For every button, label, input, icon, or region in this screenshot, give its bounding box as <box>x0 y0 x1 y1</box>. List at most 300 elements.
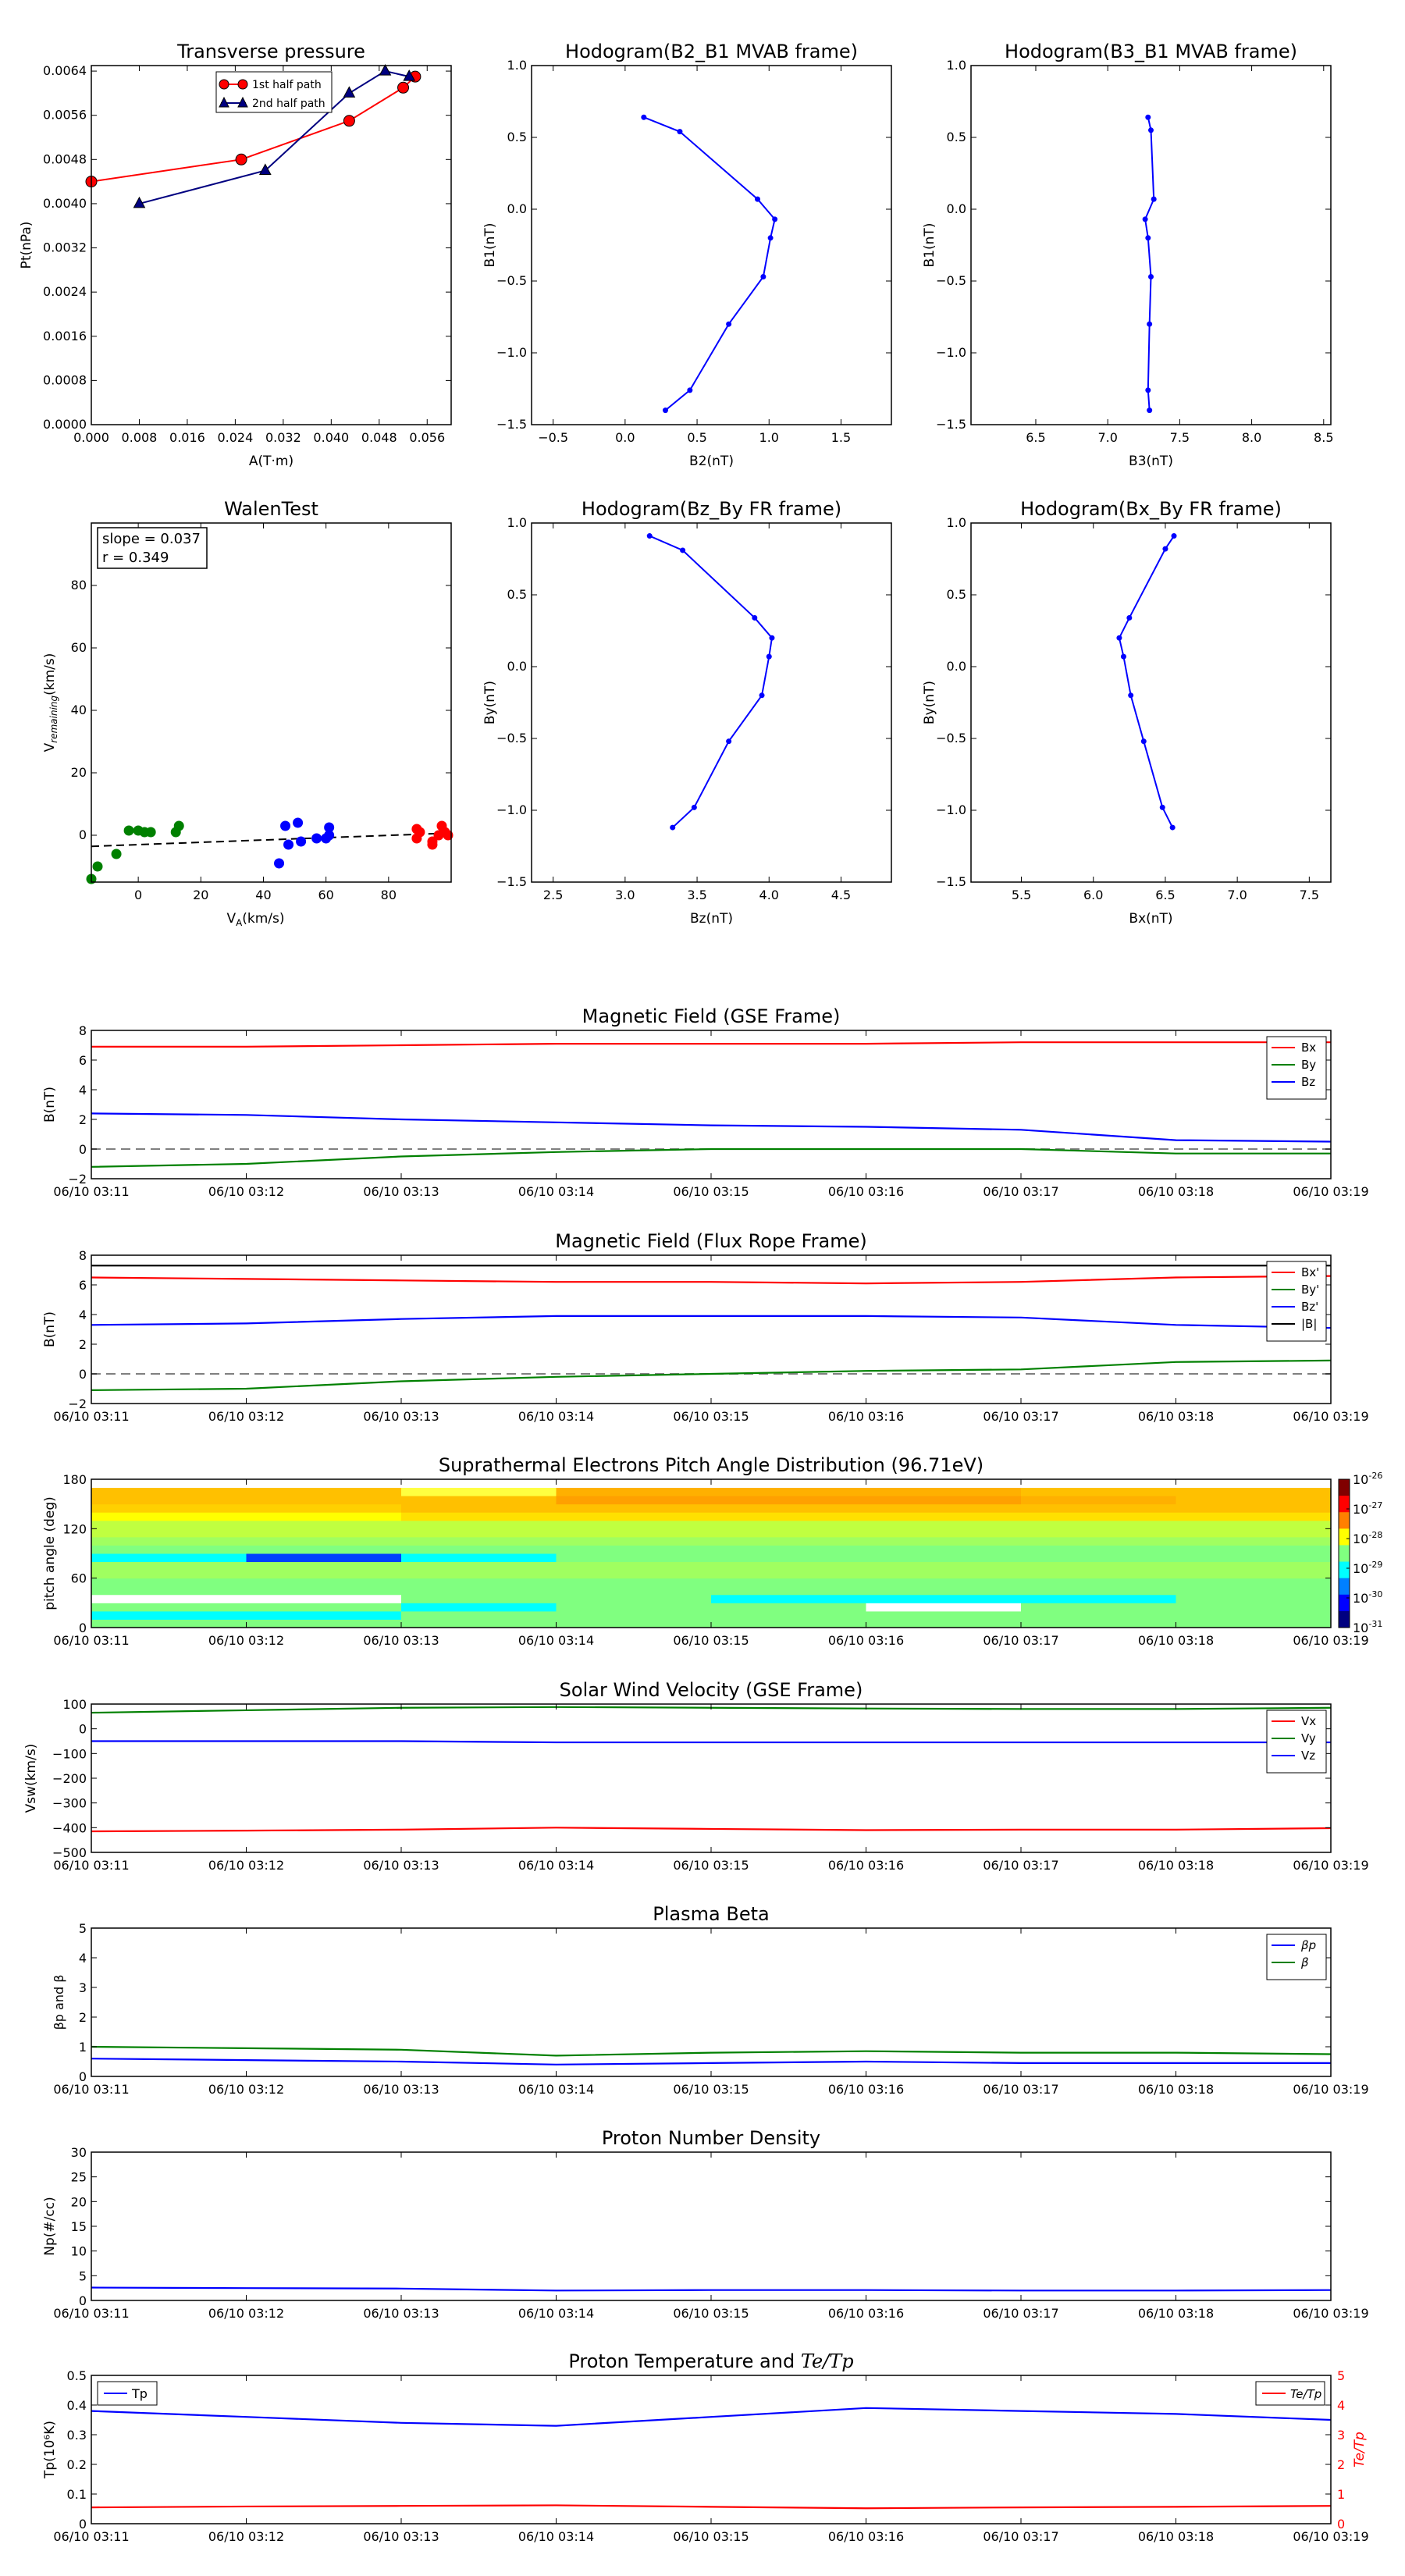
y-tick-label: 80 <box>70 578 87 592</box>
heatmap-cell <box>866 1512 1022 1521</box>
heatmap-cell <box>401 1521 557 1529</box>
legend-label: |B| <box>1301 1317 1318 1331</box>
legend-label: Vx <box>1301 1714 1317 1728</box>
x-tick-label: 80 <box>380 888 397 902</box>
panel-pad <box>42 1454 1382 1648</box>
y-axis-label: By(nT) <box>482 680 498 725</box>
x-tick-label: 06/10 03:11 <box>53 1409 130 1424</box>
y-axis-label: Tp(10⁶K) <box>42 2420 58 2479</box>
heatmap-cell <box>401 1488 557 1496</box>
heatmap-cell <box>1021 1595 1176 1603</box>
y-tick-label: 0.0 <box>507 201 527 216</box>
x-tick-label: 2.5 <box>542 888 564 902</box>
heatmap-cell <box>1021 1512 1176 1521</box>
x-tick-label: 0 <box>134 888 143 902</box>
heatmap-cell <box>401 1479 557 1488</box>
x-axis-label: B3(nT) <box>1129 454 1173 469</box>
legend-label: By <box>1301 1058 1317 1072</box>
colorbar-segment <box>1339 1611 1350 1628</box>
x-tick-label: 06/10 03:14 <box>518 2082 595 2097</box>
y-tick-label: −500 <box>52 1845 87 1860</box>
x-tick-label: 06/10 03:11 <box>53 1858 130 1873</box>
y-axis-label-right: Te/Tp <box>1352 2432 1368 2467</box>
y-tick-label: −2 <box>68 1397 87 1411</box>
y-tick-label-right: 4 <box>1337 2398 1346 2413</box>
heatmap-cell <box>866 1545 1022 1553</box>
heatmap-cell <box>866 1578 1022 1587</box>
chart-wt <box>42 498 453 928</box>
data-point <box>1147 322 1152 327</box>
heatmap-cell <box>866 1562 1022 1571</box>
legend-label: 2nd half path <box>252 98 325 110</box>
annotation-box <box>98 528 207 568</box>
y-tick-label: −0.5 <box>496 731 527 745</box>
x-tick-label: 0.016 <box>169 430 205 445</box>
data-point <box>1128 692 1133 698</box>
heatmap-cell <box>711 1595 866 1603</box>
x-tick-label: 7.5 <box>1169 430 1190 445</box>
data-point <box>687 387 692 393</box>
x-tick-label: 0.5 <box>687 430 707 445</box>
heatmap-cell <box>557 1553 712 1562</box>
x-tick-label: 06/10 03:11 <box>53 2082 130 2097</box>
x-tick-label: 4.5 <box>831 888 852 902</box>
y-tick-label-right: 1 <box>1337 2487 1346 2502</box>
x-tick-label: 06/10 03:18 <box>1137 2306 1215 2321</box>
heatmap-cell <box>1021 1488 1176 1496</box>
y-tick-label: 0.0000 <box>43 417 87 432</box>
y-tick-label: 0 <box>78 1367 87 1382</box>
y-tick-label-right: 0 <box>1337 2517 1346 2532</box>
data-point <box>1162 546 1168 552</box>
legend-label: By' <box>1301 1283 1320 1297</box>
x-tick-label: 0.000 <box>73 430 109 445</box>
data-point <box>755 197 760 202</box>
x-tick-label: 0.032 <box>265 430 301 445</box>
heatmap-cell <box>711 1488 866 1496</box>
colorbar-label-base: 10 <box>1353 1561 1369 1576</box>
y-tick-label: 25 <box>70 2169 87 2185</box>
legend-label: β <box>1301 1955 1309 1969</box>
heatmap-cell <box>866 1570 1022 1578</box>
data-point <box>311 834 322 844</box>
heatmap-cell <box>557 1570 712 1578</box>
y-axis-label: pitch angle (deg) <box>42 1496 58 1610</box>
heatmap-cell <box>91 1528 247 1537</box>
colorbar-label <box>1353 1560 1382 1576</box>
chart-title: WalenTest <box>224 498 318 520</box>
heatmap-cell <box>401 1603 557 1611</box>
data-point <box>1145 115 1151 120</box>
x-tick-label: 06/10 03:19 <box>1293 1184 1369 1199</box>
y-tick-label-right: 5 <box>1337 2368 1346 2383</box>
plot-area <box>532 66 891 425</box>
x-tick-label: 06/10 03:12 <box>208 1184 285 1199</box>
data-point <box>146 827 156 838</box>
y-tick-label: −1.5 <box>496 417 527 432</box>
x-axis-label-unit: (km/s) <box>242 911 285 927</box>
y-tick-label: 0.0056 <box>43 107 87 123</box>
x-tick-label: 06/10 03:15 <box>673 2306 749 2321</box>
y-tick-label: 0.0 <box>946 201 966 216</box>
heatmap-cell <box>247 1578 402 1587</box>
panel-title: Solar Wind Velocity (GSE Frame) <box>559 1679 863 1701</box>
data-point <box>760 274 766 279</box>
data-point <box>641 115 646 120</box>
chart-h4 <box>922 498 1331 927</box>
heatmap-cell <box>1021 1619 1176 1628</box>
x-tick-label: 06/10 03:13 <box>363 2306 439 2321</box>
colorbar-label-base: 10 <box>1353 1532 1369 1546</box>
data-point <box>647 533 653 539</box>
heatmap-cell <box>711 1603 866 1611</box>
colorbar-label <box>1353 1471 1382 1487</box>
panel-title-main: Proton Temperature and <box>568 2350 801 2372</box>
data-point <box>1170 825 1176 831</box>
y-tick-label: 0.0048 <box>43 151 87 167</box>
x-tick-label: 06/10 03:17 <box>983 1633 1059 1648</box>
heatmap-cell <box>401 1595 557 1603</box>
data-point <box>670 825 675 831</box>
heatmap-cell <box>1176 1488 1332 1496</box>
data-point <box>1145 387 1151 393</box>
x-tick-label: 06/10 03:18 <box>1137 2082 1215 2097</box>
data-point <box>1121 654 1126 660</box>
data-point <box>324 823 334 833</box>
heatmap-cell <box>711 1562 866 1571</box>
heatmap-cell <box>1176 1578 1332 1587</box>
colorbar-label-base: 10 <box>1353 1502 1369 1517</box>
colorbar-segment <box>1339 1595 1350 1612</box>
heatmap-cell <box>247 1479 402 1488</box>
data-point <box>726 738 731 744</box>
heatmap-cell <box>866 1619 1022 1628</box>
legend-label: Bx' <box>1301 1265 1320 1279</box>
legend <box>1267 1037 1326 1099</box>
x-tick-label: 06/10 03:13 <box>363 1858 439 1873</box>
y-tick-label: 0.2 <box>66 2457 87 2472</box>
heatmap-cell <box>711 1504 866 1513</box>
data-point <box>93 862 103 872</box>
data-point <box>236 154 247 165</box>
y-tick-label: 0.1 <box>66 2487 87 2502</box>
plot-area <box>91 1928 1331 2076</box>
heatmap-cell <box>91 1570 247 1578</box>
heatmap-cell <box>247 1521 402 1529</box>
x-tick-label: 06/10 03:17 <box>983 1409 1059 1424</box>
plot-area <box>971 66 1331 425</box>
legend-label: Tp <box>132 2386 148 2401</box>
x-tick-label: 3.5 <box>687 888 707 902</box>
y-tick-label: 4 <box>78 1083 87 1098</box>
heatmap-cell <box>247 1619 402 1628</box>
heatmap-cell <box>711 1512 866 1521</box>
data-point <box>769 635 774 641</box>
x-tick-label: 06/10 03:14 <box>518 1184 595 1199</box>
heatmap-cell <box>91 1488 247 1496</box>
heatmap-cell <box>557 1611 712 1620</box>
x-tick-label: 0.048 <box>361 430 397 445</box>
heatmap-cell <box>91 1553 247 1562</box>
y-tick-label: 180 <box>62 1472 87 1487</box>
y-tick-label: 4 <box>78 1308 87 1322</box>
x-tick-label: 06/10 03:17 <box>983 2529 1059 2544</box>
x-tick-label: 06/10 03:19 <box>1293 2082 1369 2097</box>
panel-mf_gse <box>42 1005 1369 1199</box>
y-axis-label: B(nT) <box>42 1086 58 1123</box>
data-point <box>274 859 284 869</box>
x-tick-label: 8.5 <box>1314 430 1334 445</box>
colorbar-segment <box>1339 1512 1350 1529</box>
panel-title: Plasma Beta <box>653 1903 770 1925</box>
data-point <box>680 547 685 553</box>
heatmap-cell <box>557 1595 712 1603</box>
heatmap-cell <box>91 1562 247 1571</box>
legend-label: Bz' <box>1301 1300 1319 1314</box>
y-tick-label: 0 <box>78 827 87 842</box>
heatmap-cell <box>1021 1504 1176 1513</box>
heatmap-cell <box>866 1553 1022 1562</box>
x-tick-label: 06/10 03:19 <box>1293 1633 1369 1648</box>
panel-mf_fr <box>42 1230 1369 1424</box>
x-tick-label: 06/10 03:15 <box>673 1409 749 1424</box>
y-tick-label: −200 <box>52 1771 87 1786</box>
data-point <box>768 235 774 240</box>
x-tick-label: 06/10 03:15 <box>673 1633 749 1648</box>
x-axis-label <box>226 911 284 928</box>
colorbar-segment <box>1339 1528 1350 1546</box>
colorbar-label <box>1353 1500 1382 1517</box>
colorbar-label <box>1353 1530 1382 1546</box>
y-tick-label: 6 <box>78 1278 87 1293</box>
data-point <box>1143 216 1148 222</box>
y-axis-label <box>42 653 59 753</box>
data-point <box>692 805 697 810</box>
panel-title: Magnetic Field (GSE Frame) <box>582 1005 841 1027</box>
data-point <box>296 837 306 847</box>
y-tick-label: 4 <box>78 1951 87 1966</box>
colorbar-label-base: 10 <box>1353 1591 1369 1606</box>
heatmap-cell <box>247 1512 402 1521</box>
x-tick-label: 0.040 <box>313 430 350 445</box>
y-axis-label-unit: (km/s) <box>42 653 58 696</box>
heatmap-cell <box>1176 1553 1332 1562</box>
y-tick-label: 40 <box>70 703 87 717</box>
y-axis-label: B(nT) <box>42 1311 58 1348</box>
heatmap-cell <box>401 1611 557 1620</box>
y-tick-label: −100 <box>52 1746 87 1762</box>
y-tick-label: 0.3 <box>66 2428 87 2443</box>
y-tick-label: 0 <box>78 1621 87 1635</box>
legend <box>1267 1261 1326 1341</box>
y-tick-label: 2 <box>78 2010 87 2025</box>
legend-box <box>1267 1934 1326 1980</box>
heatmap-cell <box>247 1504 402 1513</box>
x-tick-label: 0.008 <box>121 430 158 445</box>
panel-vsw <box>23 1679 1369 1873</box>
heatmap-cell <box>91 1603 247 1611</box>
colorbar-label-base: 10 <box>1353 1621 1369 1635</box>
data-point <box>1160 805 1165 810</box>
legend-label: Vz <box>1301 1749 1316 1763</box>
heatmap-cell <box>91 1512 247 1521</box>
heatmap-cell <box>247 1528 402 1537</box>
heatmap-cell <box>866 1537 1022 1546</box>
x-tick-label: 06/10 03:13 <box>363 2529 439 2544</box>
x-tick-label: 7.0 <box>1097 430 1118 445</box>
heatmap-cell <box>866 1488 1022 1496</box>
annotation-slope: slope = 0.037 <box>102 531 201 547</box>
heatmap-cell <box>557 1545 712 1553</box>
heatmap-cell <box>401 1504 557 1513</box>
colorbar-label-exp: -26 <box>1368 1471 1383 1481</box>
legend-box <box>1267 1710 1326 1773</box>
heatmap-cell <box>1176 1595 1332 1603</box>
heatmap-cell <box>91 1545 247 1553</box>
heatmap-cell <box>1176 1586 1332 1595</box>
legend-label: βp <box>1301 1938 1317 1952</box>
heatmap-cell <box>711 1611 866 1620</box>
chart-title: Hodogram(B2_B1 MVAB frame) <box>565 41 858 62</box>
y-axis-label-main: V <box>42 742 58 753</box>
x-tick-label: 5.5 <box>1011 888 1032 902</box>
plot-area <box>91 1030 1331 1179</box>
x-tick-label: 40 <box>255 888 272 902</box>
y-tick-label: 0 <box>78 2293 87 2308</box>
colorbar-label-exp: -28 <box>1368 1530 1383 1540</box>
x-tick-label: 06/10 03:12 <box>208 2082 285 2097</box>
chart-h1 <box>482 41 891 469</box>
x-tick-label: 06/10 03:14 <box>518 1633 595 1648</box>
heatmap-cell <box>247 1537 402 1546</box>
data-point <box>772 216 777 222</box>
heatmap-cell <box>866 1611 1022 1620</box>
heatmap-cell <box>1176 1537 1332 1546</box>
x-tick-label: 0.056 <box>409 430 446 445</box>
heatmap-cell <box>711 1553 866 1562</box>
y-tick-label: 1.0 <box>507 515 527 530</box>
x-tick-label: 06/10 03:14 <box>518 2306 595 2321</box>
x-tick-label: 06/10 03:11 <box>53 2306 130 2321</box>
y-tick-label: 0.0032 <box>43 240 87 255</box>
y-axis-label: B1(nT) <box>922 222 937 268</box>
colorbar-segment <box>1339 1496 1350 1513</box>
y-tick-label: 0.0 <box>946 659 966 674</box>
y-tick-label: −1.5 <box>936 874 966 889</box>
plot-area <box>91 2375 1331 2524</box>
panel-temp <box>42 2350 1369 2544</box>
heatmap-cell <box>557 1496 712 1504</box>
data-point <box>414 827 425 838</box>
x-tick-label: 06/10 03:14 <box>518 2529 595 2544</box>
x-tick-label: 06/10 03:16 <box>827 1409 905 1424</box>
legend-box <box>1267 1037 1326 1099</box>
y-tick-label: −1.0 <box>496 802 527 817</box>
plot-area <box>91 2152 1331 2300</box>
legend-marker <box>219 80 229 89</box>
y-tick-label: 0.4 <box>66 2398 87 2413</box>
x-tick-label: 06/10 03:16 <box>827 1858 905 1873</box>
y-tick-label: 8 <box>78 1023 87 1038</box>
data-point <box>1148 274 1154 279</box>
y-tick-label: 0.0040 <box>43 195 87 211</box>
heatmap-cell <box>401 1619 557 1628</box>
heatmap-cell <box>401 1553 557 1562</box>
x-tick-label: 06/10 03:16 <box>827 1633 905 1648</box>
heatmap-cell <box>91 1521 247 1529</box>
heatmap-cell <box>866 1595 1022 1603</box>
x-tick-label: 0.024 <box>217 430 254 445</box>
x-tick-label: −0.5 <box>538 430 569 445</box>
data-point <box>112 849 122 859</box>
heatmap-cell <box>401 1545 557 1553</box>
heatmap-cell <box>1176 1528 1332 1537</box>
legend <box>216 72 332 112</box>
y-tick-label: 0 <box>78 2069 87 2084</box>
heatmap-cell <box>1176 1562 1332 1571</box>
x-tick-label: 6.0 <box>1083 888 1104 902</box>
chart-h3 <box>482 498 891 927</box>
data-point <box>174 821 184 831</box>
x-axis-label: Bz(nT) <box>689 911 734 927</box>
y-tick-label: 10 <box>70 2243 87 2259</box>
heatmap-cell <box>1021 1528 1176 1537</box>
heatmap-cell <box>401 1570 557 1578</box>
panel-beta <box>52 1903 1369 2097</box>
y-axis-label: βp and β <box>52 1974 66 2030</box>
heatmap-cell <box>711 1545 866 1553</box>
panel-title-ratio: Te/Tp <box>800 2350 854 2372</box>
panel-title: Proton Number Density <box>601 2127 821 2149</box>
legend <box>1267 1934 1326 1980</box>
x-tick-label: 06/10 03:16 <box>827 2306 905 2321</box>
heatmap-cell <box>557 1479 712 1488</box>
heatmap-cell <box>401 1562 557 1571</box>
legend-label: Bx <box>1301 1041 1317 1055</box>
heatmap-cell <box>557 1521 712 1529</box>
heatmap-cell <box>247 1545 402 1553</box>
heatmap-cell <box>866 1586 1022 1595</box>
x-axis-label: Bx(nT) <box>1129 911 1173 927</box>
heatmap-cell <box>1021 1570 1176 1578</box>
y-tick-label: 0.0008 <box>43 372 87 388</box>
y-tick-label: 60 <box>70 640 87 655</box>
heatmap-cell <box>1176 1570 1332 1578</box>
data-point <box>1145 235 1151 240</box>
x-tick-label: 06/10 03:18 <box>1137 1184 1215 1199</box>
x-tick-label: 06/10 03:16 <box>827 1184 905 1199</box>
panel-title: Magnetic Field (Flux Rope Frame) <box>555 1230 867 1252</box>
plot-area <box>91 1255 1331 1404</box>
heatmap-cell <box>557 1578 712 1587</box>
y-tick-label: 5 <box>78 2268 87 2284</box>
data-point <box>759 692 765 698</box>
chart-tp <box>19 41 451 469</box>
heatmap-cell <box>247 1562 402 1571</box>
data-point <box>767 654 772 660</box>
colorbar-segment <box>1339 1562 1350 1579</box>
data-point <box>1172 533 1177 539</box>
x-tick-label: 06/10 03:15 <box>673 2082 749 2097</box>
annotation-r: r = 0.349 <box>102 550 169 566</box>
y-axis-label-sub: remaining <box>48 695 59 743</box>
heatmap-cell <box>1176 1479 1332 1488</box>
legend-label: Bz <box>1301 1075 1316 1089</box>
heatmap-cell <box>247 1611 402 1620</box>
chart-title: Hodogram(B3_B1 MVAB frame) <box>1005 41 1297 62</box>
colorbar-label-exp: -29 <box>1368 1560 1383 1570</box>
panel-np <box>42 2127 1369 2321</box>
